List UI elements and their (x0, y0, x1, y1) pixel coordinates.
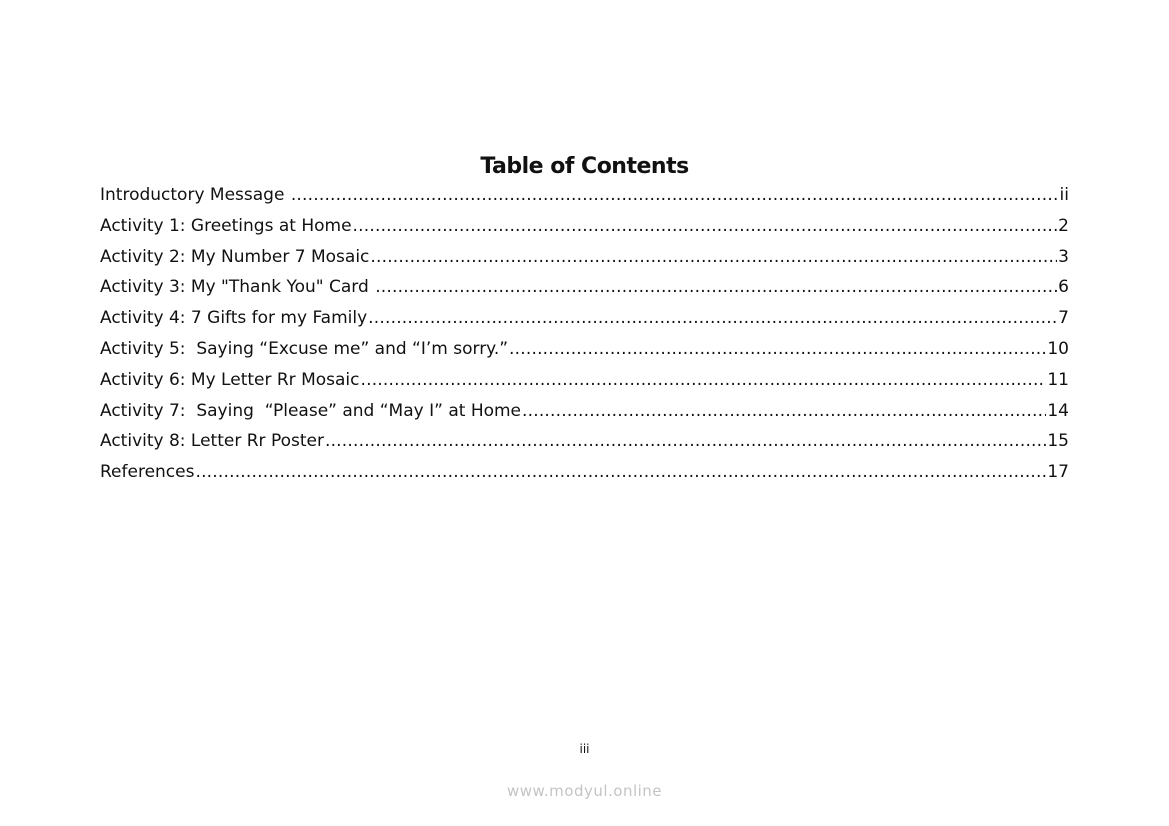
toc-dot-leader (370, 242, 1057, 273)
table-of-contents (100, 180, 1069, 488)
toc-entry-title: Introductory Message (100, 185, 290, 205)
toc-entry[interactable] (100, 272, 1069, 303)
toc-entry[interactable] (100, 396, 1069, 427)
toc-entry[interactable] (100, 303, 1069, 334)
toc-dot-leader (291, 180, 1059, 211)
watermark: www.modyul.online (506, 782, 663, 800)
toc-dot-leader (375, 272, 1057, 303)
toc-entry-page: 17 (1047, 462, 1069, 483)
toc-entry-title: Activity 5: Saying “Excuse me” and “I’m sorry.” (100, 338, 509, 359)
toc-dot-leader (368, 303, 1057, 334)
toc-entry-page: 15 (1047, 431, 1069, 452)
toc-entry-title: Activity 7: Saying “Please” and “May I” at Home (100, 400, 522, 421)
toc-entry-page: 14 (1047, 400, 1069, 421)
toc-dot-leader (325, 426, 1046, 457)
toc-entry-title: References (100, 462, 195, 483)
toc-entry[interactable] (100, 426, 1069, 457)
toc-dot-leader (353, 211, 1058, 242)
toc-entry[interactable] (100, 334, 1069, 365)
toc-entry[interactable] (100, 242, 1069, 273)
toc-entry[interactable] (100, 365, 1069, 396)
page-number: iii (579, 742, 590, 756)
toc-entry-page: ii (1059, 185, 1069, 205)
toc-entry-title: Activity 4: 7 Gifts for my Family (100, 308, 368, 329)
toc-entry-title: Activity 2: My Number 7 Mosaic (100, 246, 370, 267)
toc-entry-page: 6 (1058, 277, 1069, 298)
toc-dot-leader (361, 365, 1047, 396)
toc-entry[interactable] (100, 180, 1069, 211)
toc-entry-page: 3 (1058, 246, 1069, 267)
toc-entry-page: 10 (1047, 338, 1069, 359)
toc-entry-title: Activity 3: My "Thank You" Card (100, 277, 375, 298)
toc-dot-leader (522, 396, 1046, 427)
toc-entry-title: Activity 1: Greetings at Home (100, 215, 352, 236)
toc-entry-title: Activity 8: Letter Rr Poster (100, 431, 324, 452)
toc-entry-page: 2 (1058, 215, 1069, 236)
toc-entry-title: Activity 6: My Letter Rr Mosaic (100, 369, 360, 390)
toc-entry-page: 7 (1058, 308, 1069, 329)
toc-entry[interactable] (100, 457, 1069, 488)
page-title: Table of Contents (480, 154, 689, 179)
toc-dot-leader (509, 334, 1046, 365)
toc-dot-leader (195, 457, 1046, 488)
toc-entry-page: 11 (1047, 369, 1069, 390)
toc-entry[interactable] (100, 211, 1069, 242)
